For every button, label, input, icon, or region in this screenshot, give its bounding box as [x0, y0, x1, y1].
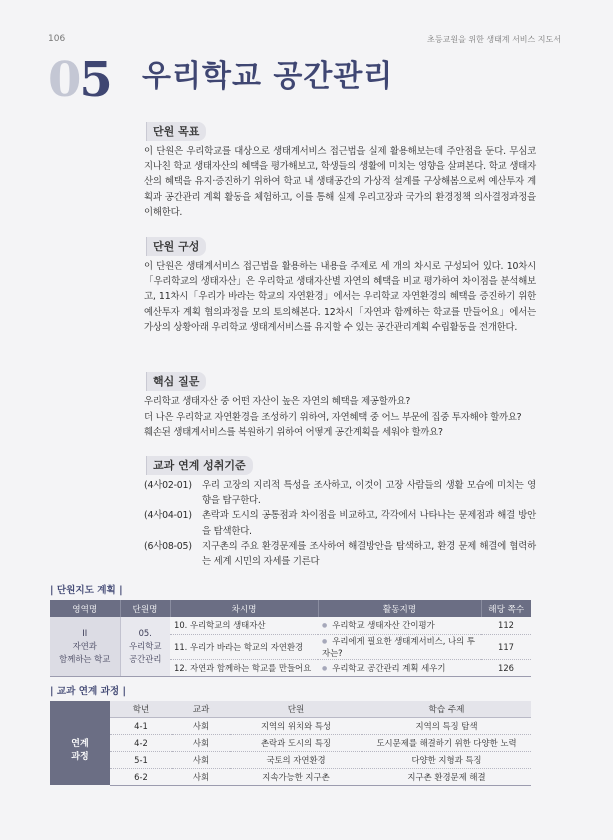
link-header-unit: 단원: [230, 701, 362, 717]
table-row: [50, 768, 531, 785]
link-grade: 4-2: [110, 734, 172, 751]
plan-header-activity: 활동지명: [318, 600, 481, 617]
structure-text: 이 단원은 생태계서비스 접근법을 활용하는 내용을 주제로 세 개의 차시로 구성되어 있다. 10차시「우리학교의 생태자산」은 우리학교 생태자산별 자연의 혜택을 비교 평가하여 차이점을 분석해보고, 11차시「우리가 바라는 학교의 자연환경」에서는 우리학교 자연환경의 혜택을 증진하기 위한 예산투자 계획 협의과정을 모의 토의해본다. 12차시「자연과 함께하는 학교를 만들어요」에서는 가상의 상황아래 우리학교 생태계서비스를 유지할 수 있는 공간관리계획 수립활동을 전개한다.: [144, 261, 536, 333]
running-head: 초등교원을 위한 생태계 서비스 지도서: [427, 35, 561, 44]
link-topic: 다양한 지형과 특징: [362, 751, 531, 768]
questions-heading: 핵심 질문: [146, 372, 206, 391]
link-unit: 지속가능한 지구촌: [230, 768, 362, 785]
plan-area-cell: [50, 617, 120, 676]
standards-list: [144, 478, 536, 569]
link-grade: 5-1: [110, 751, 172, 768]
plan-activity: ● 우리학교 공간관리 계획 세우기: [318, 659, 481, 676]
plan-page: 112: [481, 617, 531, 634]
question-item: 우리학교 생태자산 중 어떤 자산이 높은 자연의 혜택을 제공할까요?: [144, 396, 411, 407]
page-number: 106: [48, 34, 66, 44]
link-unit: 국토의 자연환경: [230, 751, 362, 768]
questions-section: [144, 370, 536, 441]
link-side-label: [50, 717, 110, 785]
plan-unit-line: 공간관리: [129, 653, 162, 664]
link-side-line: 연계: [71, 739, 89, 749]
plan-unit-line: 우리학교: [129, 640, 162, 651]
link-unit: 촌락과 도시의 특징: [230, 734, 362, 751]
question-item: 더 나은 우리학교 자연환경을 조성하기 위하여, 자연혜택 중 어느 부문에 집중 투자해야 할까요?: [144, 411, 522, 423]
link-subject: 사회: [172, 734, 230, 751]
plan-header-unit: 단원명: [120, 600, 170, 617]
plan-unit-cell: [120, 617, 170, 676]
goal-text: 이 단원은 우리학교를 대상으로 생태계서비스 접근법을 실제 활용해보는데 주안점을 둔다. 무심코 지나친 학교 생태자산의 혜택을 평가해보고, 학생들의 생활에 미치는 영향을 살펴본다. 학교 생태자산의 혜택을 유지·증진하기 위하여 학교 내 생태공간의 가상적 설계를 구상해봄으로써 예산투자 계획과 공간관리 계획 활동을 체험하고, 이를 통해 실제 우리고장과 국가의 환경정책 의사결정과정을 이해한다.: [144, 146, 536, 218]
link-table: [50, 701, 531, 786]
plan-lesson: 12. 자연과 함께하는 학교를 만들어요: [170, 659, 318, 676]
link-header-row: [50, 701, 531, 717]
standards-section: [144, 454, 536, 569]
standard-code: (4사04-01): [144, 510, 192, 522]
link-header-topic: 학습 주제: [362, 701, 531, 717]
link-label: | 교과 연계 과정 |: [50, 686, 126, 697]
standard-text: 촌락과 도시의 공통점과 차이점을 비교하고, 각각에서 나타나는 문제점과 해결 방안을 탐색한다.: [202, 510, 536, 537]
standard-text: 지구촌의 주요 환경문제를 조사하여 해결방안을 탐색하고, 환경 문제 해결에 협력하는 세계 시민의 자세를 기른다: [202, 540, 536, 568]
table-row: [50, 617, 531, 634]
plan-activity: ● 우리에게 필요한 생태계서비스, 나의 투자는?: [318, 634, 481, 659]
link-topic: 지역의 특징 탐색: [362, 717, 531, 734]
link-topic: 지구촌 환경문제 해결: [362, 768, 531, 785]
standard-item: [144, 508, 536, 538]
plan-unit-line: 05.: [138, 627, 152, 638]
link-header-subject: 교과: [172, 701, 230, 717]
goal-section: [144, 120, 536, 220]
structure-section: [144, 235, 536, 335]
plan-area-line: II: [82, 627, 88, 638]
link-subject: 사회: [172, 768, 230, 785]
plan-header-row: [50, 600, 531, 617]
standard-item: [144, 539, 536, 569]
goal-heading: 단원 목표: [146, 122, 206, 141]
link-topic: 도시문제를 해결하기 위한 다양한 노력: [362, 734, 531, 751]
standards-heading: 교과 연계 성취기준: [146, 456, 253, 475]
structure-heading: 단원 구성: [146, 237, 206, 256]
plan-header-page: 해당 쪽수: [481, 600, 531, 617]
link-grade: 4-1: [110, 717, 172, 734]
link-unit: 지역의 위치와 특성: [230, 717, 362, 734]
link-subject: 사회: [172, 717, 230, 734]
standard-text: 우리 고장의 지리적 특성을 조사하고, 이것이 고장 사람들의 생활 모습에 미치는 영향을 탐구한다.: [202, 480, 536, 507]
plan-header-lesson: 차시명: [170, 600, 318, 617]
standard-item: [144, 478, 536, 508]
standard-code: (6사08-05): [144, 540, 192, 552]
link-side-line: 과정: [71, 752, 89, 762]
table-row: [50, 751, 531, 768]
table-row: [50, 717, 531, 734]
question-item: 훼손된 생태계서비스를 복원하기 위하여 어떻게 공간계획을 세워야 할까요?: [144, 427, 443, 439]
link-grade: 6-2: [110, 768, 172, 785]
plan-table: [50, 600, 531, 677]
plan-area-line: 자연과: [72, 640, 97, 651]
link-subject: 사회: [172, 751, 230, 768]
chapter-number-main: 5: [79, 52, 111, 108]
plan-header-area: 영역명: [50, 600, 120, 617]
chapter-title: 우리학교 공간관리: [142, 59, 394, 94]
link-header-blank: [50, 701, 110, 717]
plan-area-line: 함께하는 학교: [59, 653, 111, 664]
chapter-number: [48, 52, 111, 108]
plan-page: 126: [481, 659, 531, 676]
plan-activity: ● 우리학교 생태자산 간이평가: [318, 617, 481, 634]
plan-lesson: 10. 우리학교의 생태자산: [170, 617, 318, 634]
plan-lesson: 11. 우리가 바라는 학교의 자연환경: [170, 634, 318, 659]
plan-page: 117: [481, 634, 531, 659]
table-row: [50, 734, 531, 751]
link-header-grade: 학년: [110, 701, 172, 717]
standard-code: (4사02-01): [144, 480, 192, 491]
plan-label: | 단원지도 계획 |: [50, 585, 123, 596]
chapter-number-prefix: 0: [48, 52, 80, 108]
